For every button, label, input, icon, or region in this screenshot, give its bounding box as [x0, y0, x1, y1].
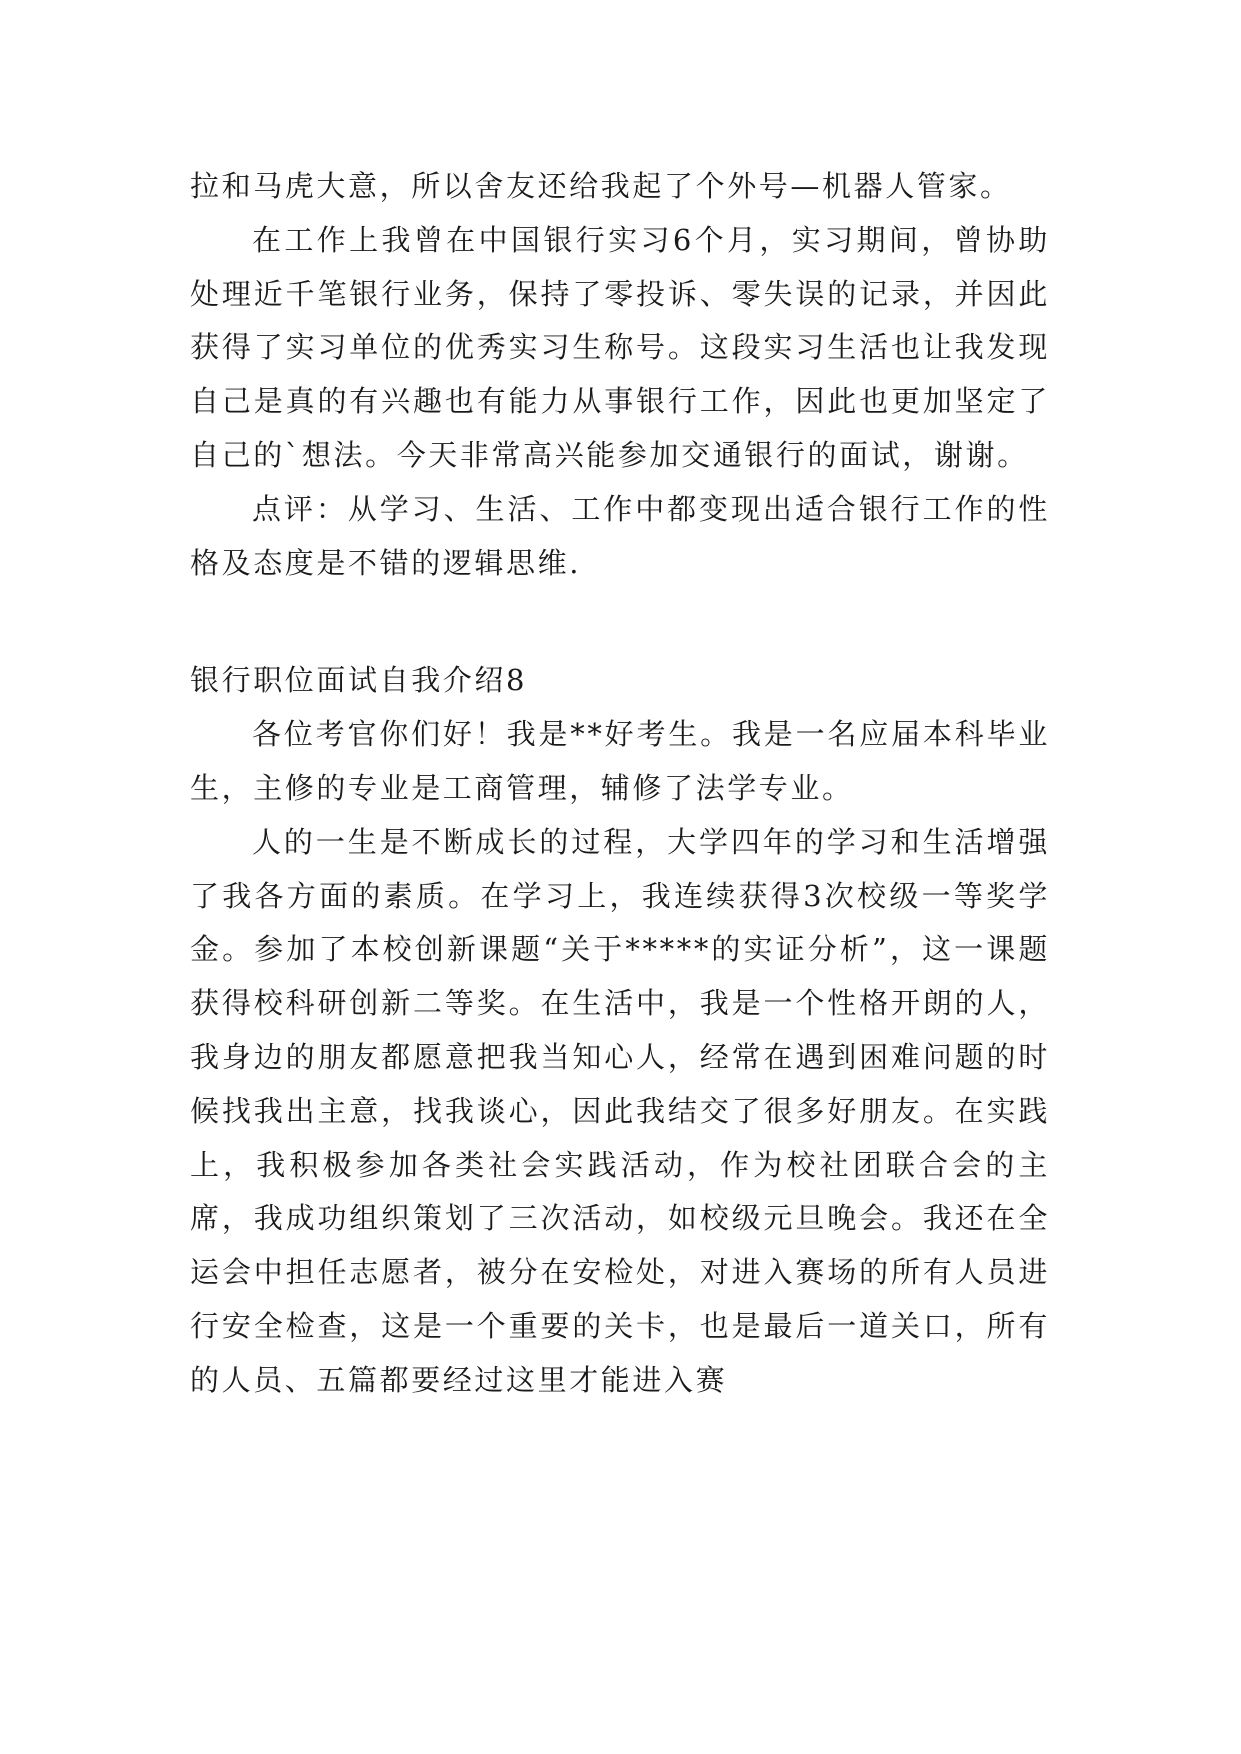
- document-body: [190, 160, 1050, 1408]
- paragraph-internship: 在工作上我曾在中国银行实习6个月，实习期间，曾协助处理近千笔银行业务，保持了零投诉、零失误的记录，并因此获得了实习单位的优秀实习生称号。这段实习生活也让我发现自己是真的有兴趣也有能力从事银行工作，因此也更加坚定了自己的`想法。今天非常高兴能参加交通银行的面试，谢谢。: [190, 222, 1050, 472]
- section-heading: 银行职位面试自我介绍8: [190, 663, 528, 698]
- paragraph-growth: 人的一生是不断成长的过程，大学四年的学习和生活增强了我各方面的素质。在学习上，我连续获得3次校级一等奖学金。参加了本校创新课题“关于*****的实证分析”，这一课题获得校科研创新二等奖。在生活中，我是一个性格开朗的人，我身边的朋友都愿意把我当知心人，经常在遇到困难问题的时候找我出主意，找我谈心，因此我结交了很多好朋友。在实践上，我积极参加各类社会实践活动，作为校社团联合会的主席，我成功组织策划了三次活动，如校级元旦晚会。我还在全运会中担任志愿者，被分在安检处，对进入赛场的所有人员进行安全检查，这是一个重要的关卡，也是最后一道关口，所有的人员、五篇都要经过这里才能进入赛: [190, 824, 1050, 1397]
- paragraph-greeting: 各位考官你们好！我是**好考生。我是一名应届本科毕业生，主修的专业是工商管理，辅修了法学专业。: [190, 717, 1050, 805]
- paragraph-continuation: 拉和马虎大意，所以舍友还给我起了个外号—机器人管家。: [190, 169, 1012, 203]
- paragraph-comment: 点评：从学习、生活、工作中都变现出适合银行工作的性格及态度是不错的逻辑思维.: [190, 491, 1050, 580]
